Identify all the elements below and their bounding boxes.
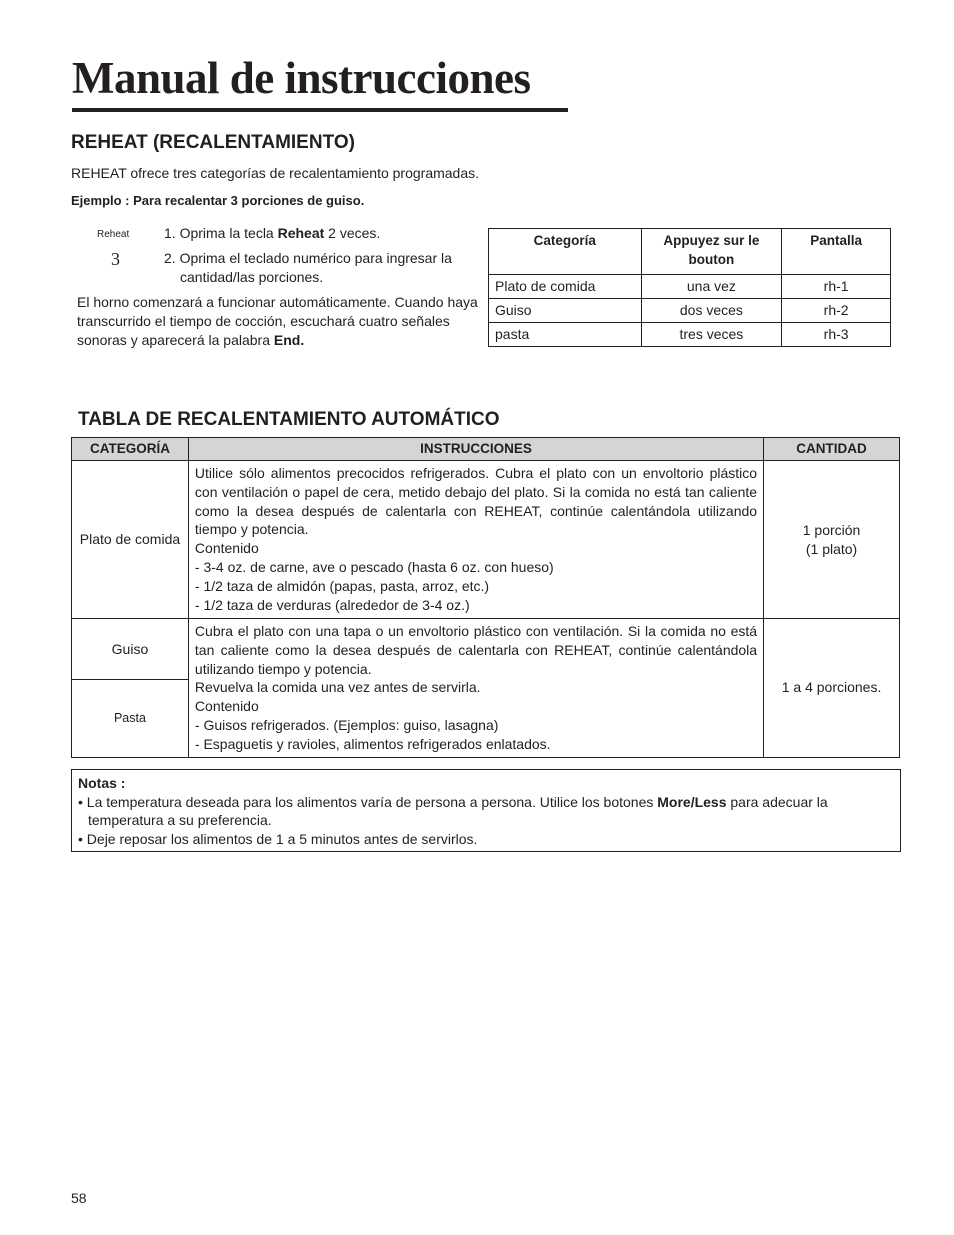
auto-table-header [72, 438, 900, 461]
reheat-intro: REHEAT ofrece tres categorías de recalentamiento programadas. [71, 165, 480, 181]
reheat-steps [164, 224, 484, 293]
table-cell: dos veces [641, 299, 782, 323]
category-cell: Pasta [72, 680, 189, 757]
category-table-header [489, 229, 891, 275]
page-title: Manual de instrucciones [72, 53, 531, 103]
table-header: Appuyez sur le bouton [641, 229, 782, 275]
table-header: CATEGORÍA [72, 438, 189, 461]
table-row [489, 323, 891, 347]
table-cell: rh-1 [782, 275, 891, 299]
reheat-result-text: El horno comenzará a funcionar automáticamente. Cuando haya transcurrido el tiempo de cocción, escuchará cuatro señales sonoras y aparecerá la palabra End. [77, 294, 478, 348]
quantity-cell: 1 porción (1 plato) [764, 461, 900, 619]
table-row [72, 461, 900, 619]
reheat-heading: REHEAT (RECALENTAMIENTO) [71, 132, 355, 153]
quantity-cell: 1 a 4 porciones. [764, 619, 900, 758]
step-1: 1. Oprima la tecla Reheat 2 veces. [164, 225, 381, 241]
instructions-cell: Utilice sólo alimentos precocidos refrigerados. Cubra el plato con un envoltorio plástico con ventilación o papel de cera, metido debajo del plato. Si la comida no está tan caliente como la desea después de calentarla con REHEAT, continúe calentándola utilizando tiempo y potencia. Contenido - 3-4 oz. de carne, ave o pescado (hasta 6 oz. con hueso) - 1/2 taza de almidón (papas, pasta, arroz, etc.) - 1/2 taza de verduras (alrededor de 3-4 oz.) [188, 461, 763, 619]
table-cell: tres veces [641, 323, 782, 347]
notes-box [71, 769, 901, 852]
category-table [488, 228, 891, 347]
table-header: Categoría [489, 229, 642, 275]
title-underline [72, 108, 568, 112]
note-item: • La temperatura deseada para los alimentos varía de persona a persona. Utilice los botones More/Less para adecuar la temperatura a su preferencia. [78, 793, 828, 829]
table-cell: Guiso [489, 299, 642, 323]
table-header: CANTIDAD [764, 438, 900, 461]
category-cell: Plato de comida [72, 461, 189, 619]
category-cell: Guiso [72, 619, 189, 680]
instructions-cell: Cubra el plato con una tapa o un envoltorio plástico con ventilación. Si la comida no está tan caliente como la desea después de calentarla con REHEAT, continúe calentándola utilizando tiempo y potencia. Revuelva la comida una vez antes de servirla. Contenido - Guisos refrigerados. (Ejemplos: guiso, lasagna) - Espaguetis y ravioles, alimentos refrigerados enlatados. [188, 619, 763, 758]
step-2: 2. Oprima el teclado numérico para ingresar la cantidad/las porciones. [164, 250, 452, 285]
number-key-label: 3 [111, 249, 120, 269]
table-header: INSTRUCCIONES [188, 438, 763, 461]
table-row [489, 299, 891, 323]
table-header: Pantalla [782, 229, 891, 275]
page-number: 58 [71, 1190, 87, 1206]
table-cell: una vez [641, 275, 782, 299]
table-cell: rh-2 [782, 299, 891, 323]
table-row [72, 619, 900, 680]
table-row [489, 275, 891, 299]
table-cell: pasta [489, 323, 642, 347]
notes-title: Notas : [78, 775, 126, 791]
note-item: • Deje reposar los alimentos de 1 a 5 minutos antes de servirlos. [78, 830, 478, 847]
auto-reheat-table [71, 437, 900, 758]
table-cell: Plato de comida [489, 275, 642, 299]
table-cell: rh-3 [782, 323, 891, 347]
auto-reheat-heading: TABLA DE RECALENTAMIENTO AUTOMÁTICO [78, 409, 500, 430]
reheat-example: Ejemplo : Para recalentar 3 porciones de guiso. [71, 193, 365, 208]
reheat-key-label: Reheat [97, 229, 130, 240]
